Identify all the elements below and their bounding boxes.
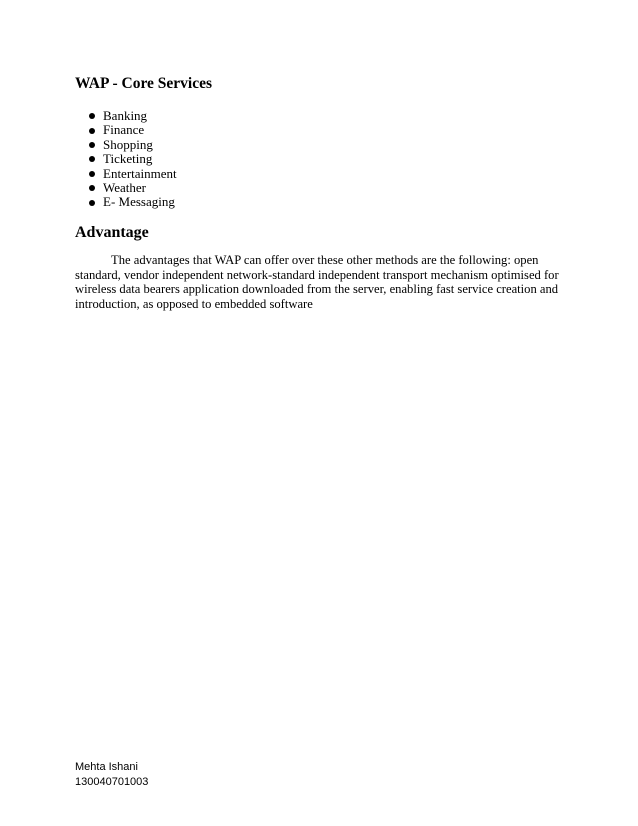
list-item	[78, 152, 177, 166]
author-name: Mehta Ishani	[75, 761, 138, 773]
list-item-label: E- Messaging	[103, 194, 175, 210]
list-item	[78, 109, 177, 123]
list-item	[78, 181, 177, 195]
bullet-icon	[89, 171, 95, 177]
bullet-icon	[89, 156, 95, 162]
list-item-label: Ticketing	[103, 151, 153, 167]
page-footer	[75, 760, 148, 790]
core-services-list	[78, 109, 177, 210]
bullet-icon	[89, 185, 95, 191]
advantage-paragraph: The advantages that WAP can offer over these other methods are the following: open standard, vendor independent network-standard independent transport mechanism optimised for wireless data bearers application downloaded from the server, enabling fast service creation and introduction, as opposed to embedded software	[75, 253, 559, 311]
section-title-core-services: WAP - Core Services	[75, 75, 213, 92]
author-id: 130040701003	[75, 776, 149, 788]
list-item	[78, 195, 177, 209]
section-title-advantage: Advantage	[75, 224, 149, 241]
list-item	[78, 167, 177, 181]
list-item-label: Entertainment	[103, 165, 177, 181]
list-item	[78, 123, 177, 137]
bullet-icon	[89, 200, 95, 206]
list-item-label: Shopping	[103, 136, 153, 152]
bullet-icon	[89, 128, 95, 134]
bullet-icon	[89, 142, 95, 148]
list-item-label: Weather	[103, 179, 146, 195]
list-item-label: Finance	[103, 122, 145, 138]
bullet-icon	[89, 113, 95, 119]
list-item	[78, 138, 177, 152]
list-item-label: Banking	[103, 108, 148, 123]
